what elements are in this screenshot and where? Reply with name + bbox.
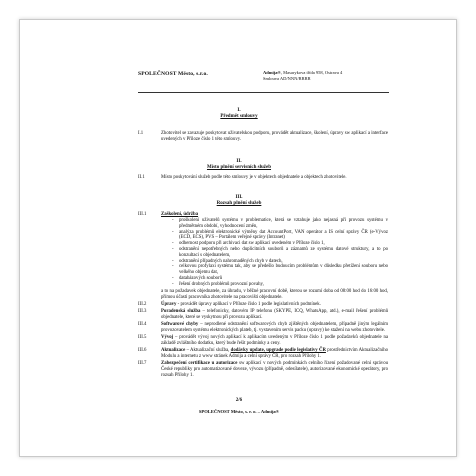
section-1-heading xyxy=(20,108,458,120)
item-1-after-list: a to na požadavek objednatele, za úhradu, v běžné pracovní době, kterou se rozumí doba od 08:00 hod do 16:00 hod, přímou účastí pracovníka zhotovitele na pracovišti objednatele. xyxy=(161,289,388,300)
item-body: - provádět úpravy aplikací v Příloze číslo 1 podle legislativních podmínek. xyxy=(176,302,321,307)
item-body-intro: – Aktualizační služba, xyxy=(185,348,231,353)
item-text xyxy=(161,302,388,308)
section-2-number: II. xyxy=(236,159,242,164)
maintenance-list-item: - databázových souborů xyxy=(161,276,388,282)
item-title: Softwarové chyby xyxy=(161,322,199,327)
item-number: III.7 xyxy=(138,361,147,366)
section-3-number: III. xyxy=(235,195,243,200)
item-number: III.6 xyxy=(138,348,147,353)
maintenance-list-item: - proškolení uživatelů systému v problematice, která se vztahuje jako nejasná při provozu systému v předmětném období, vyhodnocení změn, xyxy=(161,218,388,230)
header-company: SPOLEČNOST Město, s.r.o. xyxy=(138,71,208,77)
item-text xyxy=(161,322,388,334)
header-address: , Masarykova třída 958, Ostrava 4 xyxy=(280,70,343,75)
item-text xyxy=(161,361,388,378)
item-body: – neprodlené odstranění softwarových chyb zjištěných objednatelem, případně jiným legálním provozovatelem systému elektronických plateb, tj. vystavením servis packu (opravy) ke stažení na webu zhotovitele. xyxy=(161,322,388,333)
maintenance-list-item: - odstranění případných nahromaděných chyb v datech, xyxy=(161,259,388,265)
item-number: III.4 xyxy=(138,322,147,327)
para-text: Místo poskytování služeb podle této smlouvy je v objektech objednatele a objektech zhotovitele. xyxy=(161,175,347,180)
para-text: Zhotovitel se zavazuje poskytovat uživatelskou podporu, provádět aktualizace, školení, úpravy sw aplikací a interface uvedených v Příloze číslo 1 této smlouvy. xyxy=(161,131,388,142)
item-number: III.1 xyxy=(138,212,147,217)
item-title: Zaškolení, údržba xyxy=(161,212,199,217)
page-number: 2/6 xyxy=(235,398,243,403)
item-title: Aktualizace xyxy=(161,348,186,353)
item-title: Úpravy xyxy=(161,302,177,307)
item-title: Zabezpečení certifikace u autorizace xyxy=(161,361,238,366)
maintenance-list-item: - celkovou profylaxi systému tak, aby se předešlo budoucím problémům v důsledku přetížení souboru nebo velkého objemu dat, xyxy=(161,264,388,276)
item-text xyxy=(161,335,388,347)
maintenance-list xyxy=(161,218,388,288)
maintenance-list-item: - odstranění nepotřebných nebo duplicitních souborů a záznamů ze systému datové struktury, a to po konzultaci s objednatelem, xyxy=(161,247,388,259)
section-1-title: Předmět smlouvy xyxy=(220,113,258,119)
document-page xyxy=(19,19,457,457)
item-body: – provádět vývoj nových aplikací k aplikacím uvedeným v Příloze číslo 1 podle požadavků objednatele na základě zvláštního dodatku, který bude řešit podmínky a ceny. xyxy=(161,335,388,346)
header-contract: Smlouva AD/NNN/RRRR xyxy=(263,75,311,81)
item-body: – telefonicky, datovém IP telefonu (SKYPE, ICQ, WhatsApp, atd.), e-mail řešení problémů objednatele, které se vyskytnou při provozu aplikací. xyxy=(161,309,388,320)
item-title: Vývoj xyxy=(161,335,174,340)
header-address-block xyxy=(263,70,388,81)
header-divider xyxy=(138,92,389,93)
item-number: III.5 xyxy=(138,335,147,340)
header-product: Admija® xyxy=(263,70,281,75)
maintenance-list-item: - analýza problémů elektronické výměny dat AccountPort, VAN operátor a IS celní správy ČR (e-Vývoz (ECD, ECS), PVS – Portálem veřejné správy (Intranet) xyxy=(161,230,388,242)
item-number: III.2 xyxy=(138,302,147,307)
item-title-line xyxy=(161,212,388,218)
section-3-title: Rozsah plnění služeb xyxy=(216,200,262,206)
para-number: I.1 xyxy=(138,131,144,136)
para-number: II.1 xyxy=(138,175,145,180)
section-2-title: Místo plnění servisních služeb xyxy=(206,164,272,170)
section-3-heading xyxy=(20,195,458,207)
page-content xyxy=(20,20,456,456)
item-highlight: dodávky update, upgrade podle legislativy ČR xyxy=(230,348,326,353)
item-title: Poradenská služba xyxy=(161,309,201,314)
item-body: prostřednictvím Aktualizačního Modulu a internetu z www stránek Admija a celní správy ČR, pro rozsah Přílohy 1. xyxy=(161,348,388,359)
section-1-number: I. xyxy=(237,108,241,113)
item-text xyxy=(161,309,388,321)
maintenance-list-item: - řešení drobných problémů provozní povahy, xyxy=(161,282,388,288)
item-text xyxy=(161,348,388,360)
footer-company: SPOLEČNOST Město, s. r. o. – Admija® xyxy=(198,409,280,414)
section-2-heading xyxy=(20,159,458,171)
item-body: sw aplikací v nových podmínkách celního řízení požadované celní správou České republiky pro automatizované doveze, vývozu (případně, odesílatele), autorizované ekonomické operátory, pro rozsah Přílohy 1. xyxy=(161,361,388,378)
maintenance-list-item: - odhernost podporu při archivaci dat sw aplikací uvedeném v Příloze číslo 1, xyxy=(161,241,388,247)
item-number: III.3 xyxy=(138,309,147,314)
